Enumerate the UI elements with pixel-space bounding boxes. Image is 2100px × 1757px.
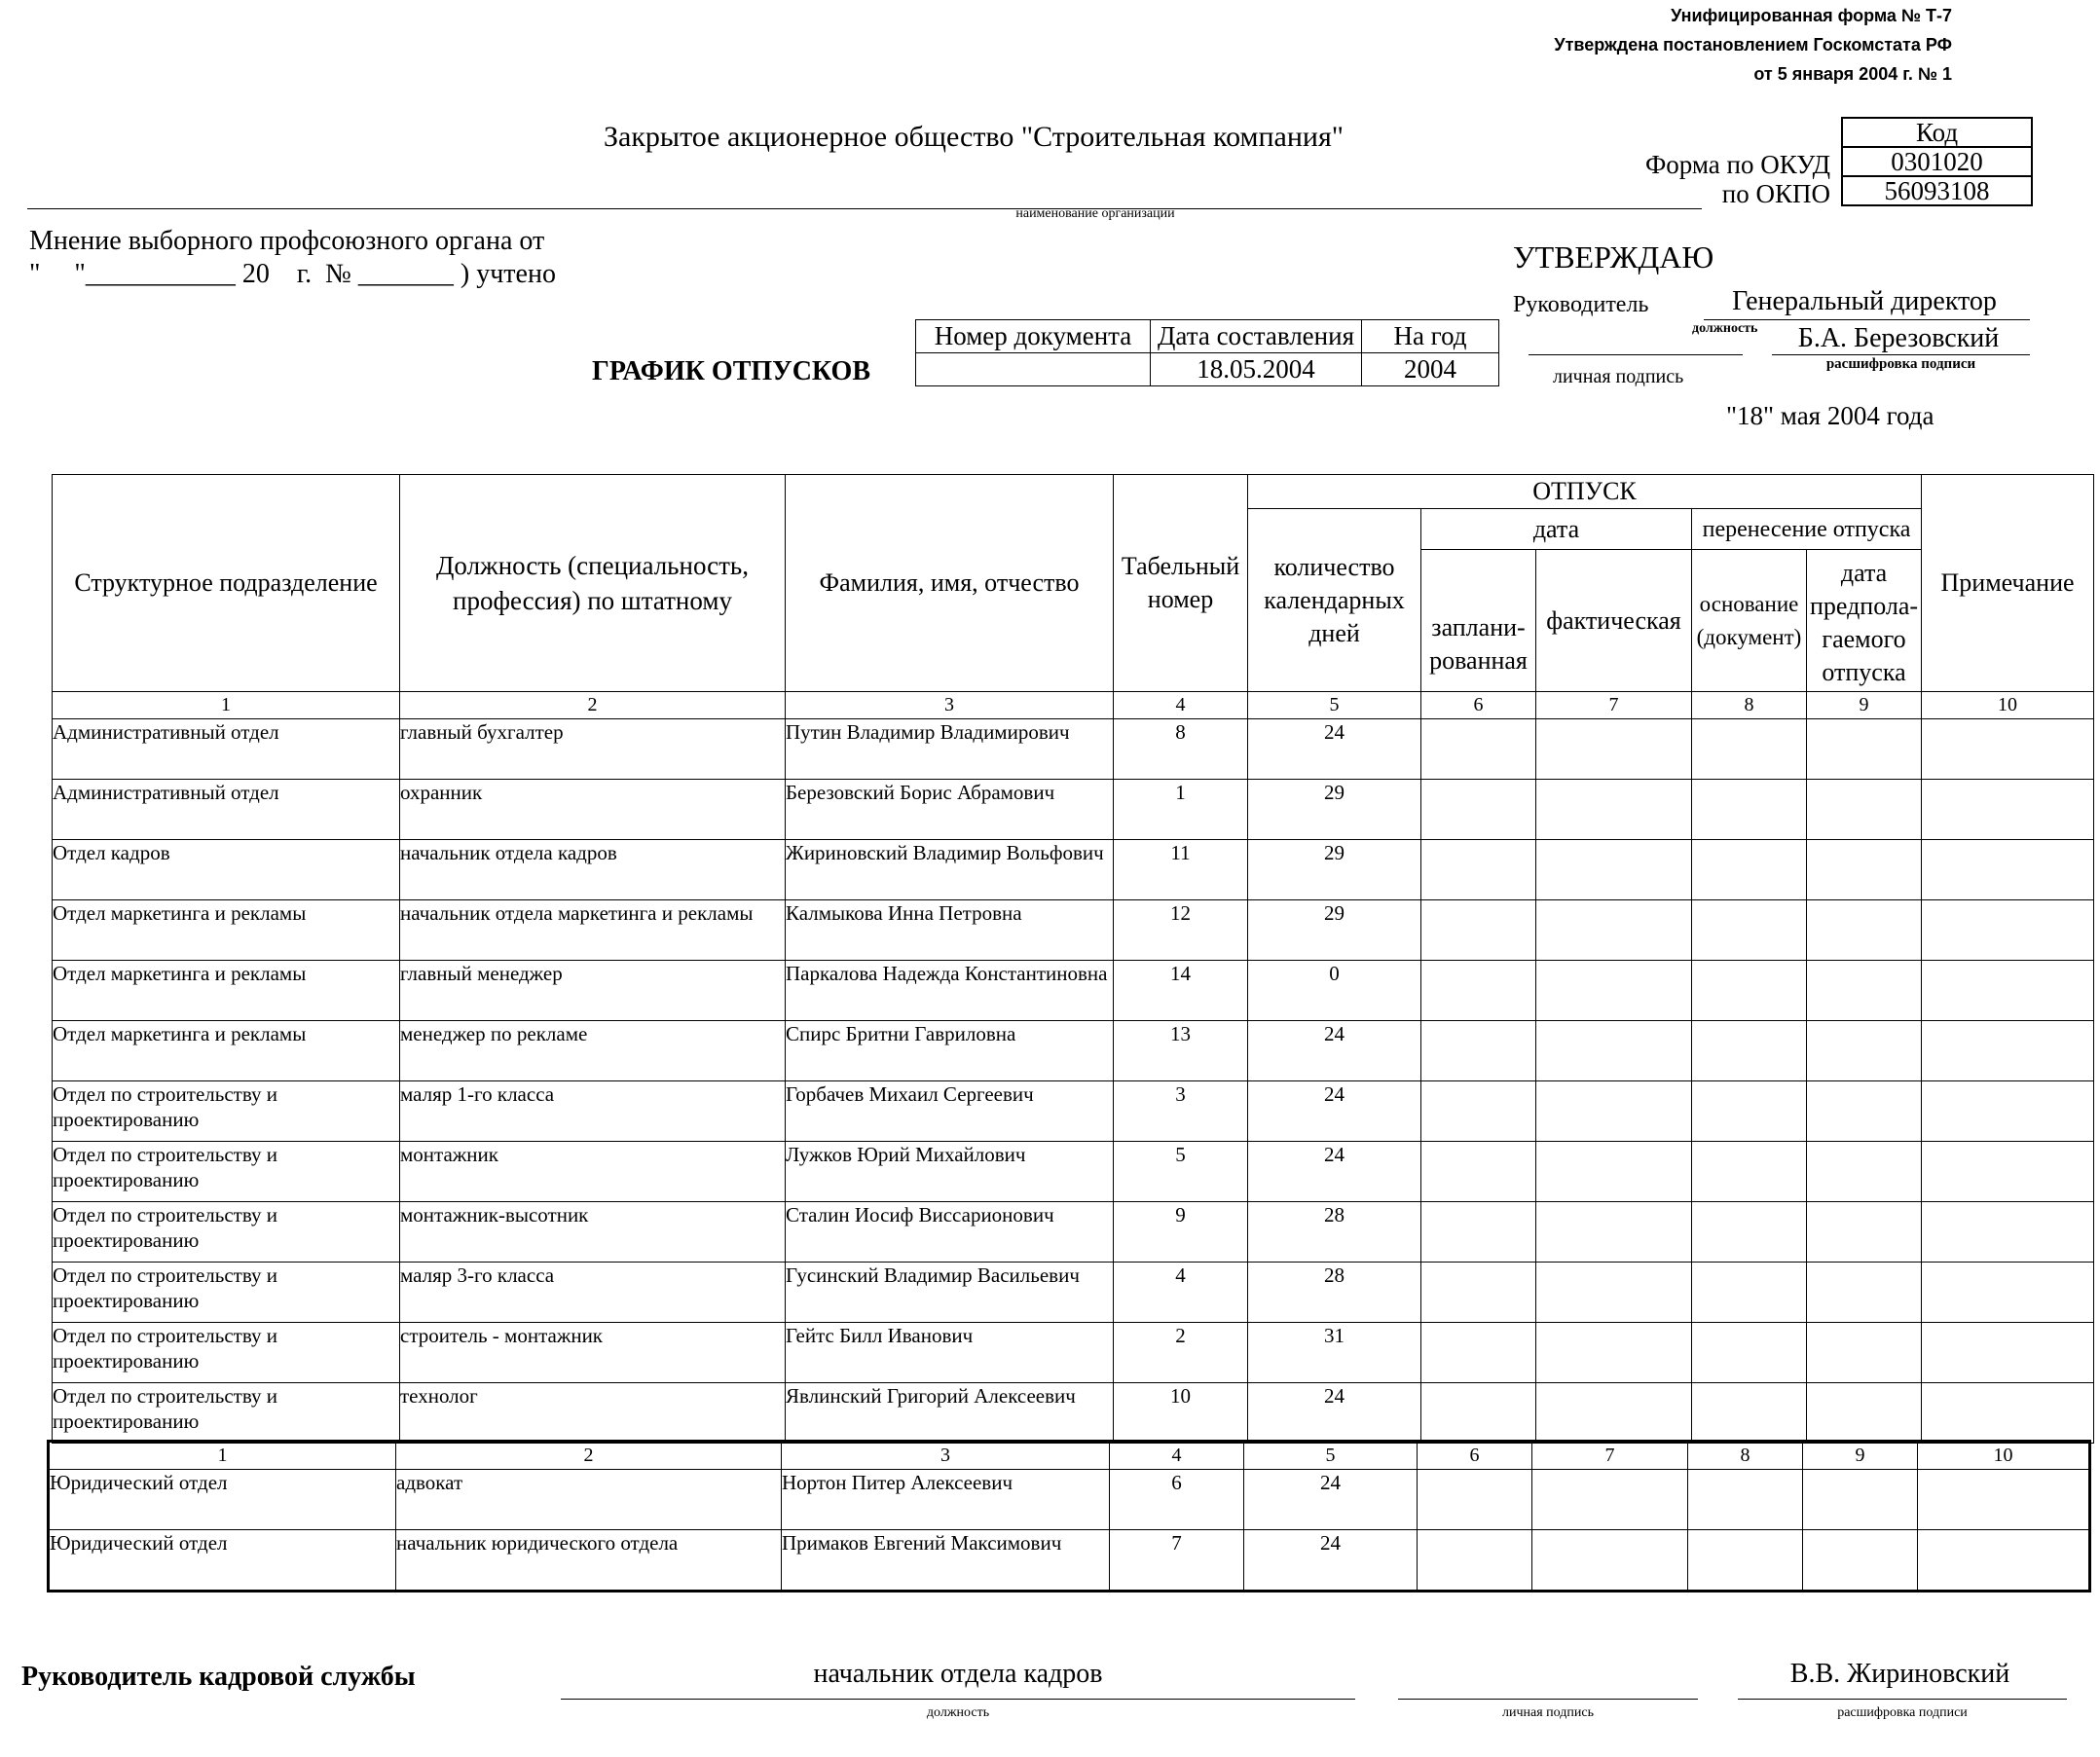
- cell-empty-col-10: [1922, 1263, 2094, 1323]
- column-number-5: 5: [1248, 692, 1421, 719]
- cell-empty-col-9: [1807, 780, 1922, 840]
- table-row: [53, 1142, 2094, 1202]
- cell-tab-no: 10: [1114, 1383, 1248, 1444]
- column-number-6: 6: [1418, 1442, 1532, 1470]
- cell-empty-col-6: [1421, 1323, 1536, 1383]
- cell-fio: Сталин Иосиф Виссарионович: [786, 1202, 1114, 1263]
- cell-fio: Калмыкова Инна Петровна: [786, 900, 1114, 961]
- cell-empty-col-6: [1421, 961, 1536, 1021]
- cell-empty-col-6: [1418, 1530, 1532, 1592]
- vacation-schedule-table: [52, 474, 2094, 1444]
- header-days: количество календарных дней: [1248, 509, 1421, 692]
- approval-position: Генеральный директор: [1732, 286, 1997, 316]
- cell-empty-col-7: [1532, 1530, 1688, 1592]
- header-actual: фактическая: [1536, 550, 1692, 692]
- code-box: [1841, 117, 2033, 206]
- table-row: [53, 780, 2094, 840]
- cell-empty-col-7: [1536, 1263, 1692, 1323]
- cell-fio: Путин Владимир Владимирович: [786, 719, 1114, 780]
- cell-empty-col-8: [1688, 1530, 1803, 1592]
- cell-tab-no: 2: [1114, 1323, 1248, 1383]
- cell-empty-col-10: [1922, 840, 2094, 900]
- cell-fio: Гусинский Владимир Васильевич: [786, 1263, 1114, 1323]
- cell-empty-col-6: [1421, 840, 1536, 900]
- cell-tab-no: 7: [1110, 1530, 1244, 1592]
- column-number-4: 4: [1114, 692, 1248, 719]
- okud-label: Форма по ОКУД: [1644, 150, 1830, 179]
- cell-empty-col-6: [1421, 1142, 1536, 1202]
- cell-empty-col-8: [1692, 780, 1807, 840]
- header-date: дата: [1421, 509, 1692, 550]
- cell-days: 24: [1248, 1021, 1421, 1081]
- footer-position-caption: должность: [926, 1705, 990, 1720]
- cell-days: 0: [1248, 961, 1421, 1021]
- cell-fio: Нортон Питер Алексеевич: [782, 1470, 1110, 1530]
- cell-empty-col-10: [1922, 1323, 2094, 1383]
- cell-empty-col-7: [1536, 900, 1692, 961]
- column-number-4: 4: [1110, 1442, 1244, 1470]
- cell-empty-col-8: [1692, 719, 1807, 780]
- doc-year-value: 2004: [1362, 353, 1499, 386]
- header-tab-no: Табельный номер: [1114, 475, 1248, 692]
- document-title: ГРАФИК ОТПУСКОВ: [592, 356, 870, 386]
- okpo-value: 56093108: [1842, 176, 2032, 205]
- organization-caption: наименование организации: [1015, 206, 1175, 221]
- union-opinion-line2: " "___________ 20 г. № _______ ) учтено: [29, 259, 556, 289]
- column-number-2: 2: [400, 692, 786, 719]
- cell-position: строитель - монтажник: [400, 1323, 786, 1383]
- cell-days: 24: [1244, 1530, 1418, 1592]
- cell-position: технолог: [400, 1383, 786, 1444]
- cell-empty-col-6: [1418, 1470, 1532, 1530]
- cell-fio: Примаков Евгений Максимович: [782, 1530, 1110, 1592]
- cell-days: 24: [1248, 1142, 1421, 1202]
- cell-empty-col-9: [1807, 719, 1922, 780]
- union-opinion-line1: Мнение выборного профсоюзного органа от: [29, 226, 545, 256]
- column-number-7: 7: [1532, 1442, 1688, 1470]
- cell-empty-col-6: [1421, 1081, 1536, 1142]
- cell-empty-col-10: [1918, 1530, 2090, 1592]
- cell-empty-col-6: [1421, 780, 1536, 840]
- cell-dept: Отдел по строительству и проектированию: [53, 1202, 400, 1263]
- document-info-table: [915, 319, 1499, 386]
- cell-dept: Отдел маркетинга и рекламы: [53, 900, 400, 961]
- cell-days: 28: [1248, 1202, 1421, 1263]
- cell-dept: Отдел кадров: [53, 840, 400, 900]
- cell-position: менеджер по рекламе: [400, 1021, 786, 1081]
- approval-position-underline: [1704, 319, 2030, 320]
- cell-days: 24: [1248, 1383, 1421, 1444]
- cell-empty-col-7: [1536, 1383, 1692, 1444]
- footer-position-underline: [561, 1699, 1355, 1700]
- approval-signature-caption: личная подпись: [1553, 366, 1684, 387]
- table-row: [53, 961, 2094, 1021]
- header-basis: основание (документ): [1692, 550, 1807, 692]
- cell-dept: Административный отдел: [53, 719, 400, 780]
- approval-name: Б.А. Березовский: [1797, 323, 2000, 353]
- cell-tab-no: 3: [1114, 1081, 1248, 1142]
- cell-position: главный бухгалтер: [400, 719, 786, 780]
- column-number-5: 5: [1244, 1442, 1418, 1470]
- cell-position: маляр 3-го класса: [400, 1263, 786, 1323]
- cell-days: 29: [1248, 900, 1421, 961]
- doc-number-label: Номер документа: [916, 320, 1151, 353]
- table-row: [53, 719, 2094, 780]
- approval-head-label: Руководитель: [1513, 292, 1649, 317]
- cell-position: начальник юридического отдела: [396, 1530, 782, 1592]
- cell-dept: Юридический отдел: [49, 1530, 396, 1592]
- cell-empty-col-8: [1692, 1081, 1807, 1142]
- table-row: [53, 1263, 2094, 1323]
- cell-empty-col-10: [1922, 1142, 2094, 1202]
- column-number-1: 1: [53, 692, 400, 719]
- column-number-6: 6: [1421, 692, 1536, 719]
- cell-days: 24: [1248, 1081, 1421, 1142]
- organization-name: Закрытое акционерное общество "Строительная компания": [604, 121, 1345, 153]
- cell-dept: Отдел по строительству и проектированию: [53, 1383, 400, 1444]
- cell-empty-col-6: [1421, 719, 1536, 780]
- cell-tab-no: 11: [1114, 840, 1248, 900]
- cell-empty-col-9: [1807, 961, 1922, 1021]
- header-note: Примечание: [1922, 475, 2094, 692]
- cell-empty-col-8: [1692, 1142, 1807, 1202]
- cell-days: 29: [1248, 840, 1421, 900]
- table-row: [49, 1470, 2090, 1530]
- cell-position: охранник: [400, 780, 786, 840]
- cell-days: 24: [1248, 719, 1421, 780]
- cell-empty-col-9: [1807, 1142, 1922, 1202]
- vacation-schedule-continuation-table: [47, 1440, 2091, 1592]
- header-fio: Фамилия, имя, отчество: [786, 475, 1114, 692]
- table-row: [53, 1021, 2094, 1081]
- header-vacation: ОТПУСК: [1248, 475, 1922, 509]
- cell-tab-no: 5: [1114, 1142, 1248, 1202]
- cell-days: 28: [1248, 1263, 1421, 1323]
- cell-empty-col-10: [1918, 1470, 2090, 1530]
- cell-position: маляр 1-го класса: [400, 1081, 786, 1142]
- form-date-line: от 5 января 2004 г. № 1: [1753, 64, 1952, 84]
- cell-fio: Паркалова Надежда Константиновна: [786, 961, 1114, 1021]
- cell-position: главный менеджер: [400, 961, 786, 1021]
- doc-date-value: 18.05.2004: [1151, 353, 1362, 386]
- cell-empty-col-8: [1692, 900, 1807, 961]
- code-header: Код: [1842, 118, 2032, 147]
- header-dept: Структурное подразделение: [53, 475, 400, 692]
- cell-dept: Административный отдел: [53, 780, 400, 840]
- cell-fio: Спирс Бритни Гавриловна: [786, 1021, 1114, 1081]
- approval-name-caption: расшифровка подписи: [1825, 356, 1976, 372]
- table-row: [53, 1323, 2094, 1383]
- cell-empty-col-8: [1692, 1323, 1807, 1383]
- footer-name-underline: [1738, 1699, 2067, 1700]
- cell-empty-col-10: [1922, 961, 2094, 1021]
- footer-position: начальник отдела кадров: [813, 1659, 1103, 1689]
- cell-empty-col-8: [1692, 1202, 1807, 1263]
- cell-empty-col-10: [1922, 780, 2094, 840]
- column-number-7: 7: [1536, 692, 1692, 719]
- cell-tab-no: 4: [1114, 1263, 1248, 1323]
- table-row: [53, 1081, 2094, 1142]
- footer-signature-caption: личная подпись: [1502, 1705, 1594, 1720]
- cell-empty-col-7: [1536, 961, 1692, 1021]
- table-row: [53, 1202, 2094, 1263]
- cell-position: монтажник-высотник: [400, 1202, 786, 1263]
- organization-underline: [27, 208, 1702, 209]
- cell-empty-col-9: [1807, 840, 1922, 900]
- cell-tab-no: 9: [1114, 1202, 1248, 1263]
- cell-fio: Горбачев Михаил Сергеевич: [786, 1081, 1114, 1142]
- cell-days: 24: [1244, 1470, 1418, 1530]
- cell-empty-col-7: [1536, 719, 1692, 780]
- cell-position: начальник отдела маркетинга и рекламы: [400, 900, 786, 961]
- cell-empty-col-7: [1536, 780, 1692, 840]
- cell-empty-col-8: [1692, 1383, 1807, 1444]
- column-number-8: 8: [1692, 692, 1807, 719]
- cell-empty-col-9: [1803, 1530, 1918, 1592]
- footer-name: В.В. Жириновский: [1789, 1659, 2010, 1689]
- table-row: [53, 840, 2094, 900]
- column-number-1: 1: [49, 1442, 396, 1470]
- cell-empty-col-7: [1536, 1323, 1692, 1383]
- column-number-10: 10: [1918, 1442, 2090, 1470]
- cell-fio: Лужков Юрий Михайлович: [786, 1142, 1114, 1202]
- cell-tab-no: 1: [1114, 780, 1248, 840]
- cell-days: 29: [1248, 780, 1421, 840]
- cell-empty-col-6: [1421, 1263, 1536, 1323]
- okud-value: 0301020: [1842, 147, 2032, 176]
- cell-fio: Гейтс Билл Иванович: [786, 1323, 1114, 1383]
- cell-empty-col-9: [1807, 1263, 1922, 1323]
- cell-empty-col-9: [1807, 900, 1922, 961]
- cell-empty-col-9: [1807, 1323, 1922, 1383]
- cell-tab-no: 13: [1114, 1021, 1248, 1081]
- form-approval-line: Утверждена постановлением Госкомстата РФ: [1554, 35, 1952, 55]
- doc-number-value: [916, 353, 1151, 386]
- header-transfer: перенесение отпуска: [1692, 509, 1922, 550]
- header-expected-date: дата предпола-гаемого отпуска: [1807, 550, 1922, 692]
- footer-label: Руководитель кадровой службы: [21, 1662, 416, 1692]
- cell-dept: Отдел по строительству и проектированию: [53, 1081, 400, 1142]
- cell-empty-col-8: [1692, 1021, 1807, 1081]
- cell-empty-col-10: [1922, 1021, 2094, 1081]
- cell-empty-col-9: [1807, 1081, 1922, 1142]
- cell-empty-col-10: [1922, 1081, 2094, 1142]
- header-planned: заплани-рованная: [1421, 550, 1536, 692]
- column-number-3: 3: [782, 1442, 1110, 1470]
- cell-empty-col-9: [1807, 1383, 1922, 1444]
- table-row: [53, 1383, 2094, 1444]
- column-number-9: 9: [1807, 692, 1922, 719]
- cell-position: адвокат: [396, 1470, 782, 1530]
- cell-empty-col-7: [1536, 1142, 1692, 1202]
- okpo-label: по ОКПО: [1721, 179, 1830, 208]
- approval-position-caption: должность: [1692, 321, 1758, 336]
- column-number-9: 9: [1803, 1442, 1918, 1470]
- doc-year-label: На год: [1362, 320, 1499, 353]
- cell-position: монтажник: [400, 1142, 786, 1202]
- cell-tab-no: 14: [1114, 961, 1248, 1021]
- cell-empty-col-9: [1807, 1021, 1922, 1081]
- cell-dept: Отдел по строительству и проектированию: [53, 1323, 400, 1383]
- form-type-line: Унифицированная форма № Т-7: [1671, 6, 1952, 25]
- cell-empty-col-7: [1536, 1021, 1692, 1081]
- cell-dept: Отдел по строительству и проектированию: [53, 1263, 400, 1323]
- cell-empty-col-7: [1532, 1470, 1688, 1530]
- cell-tab-no: 12: [1114, 900, 1248, 961]
- cell-days: 31: [1248, 1323, 1421, 1383]
- approval-name-underline: [1772, 354, 2030, 355]
- table-row: [49, 1530, 2090, 1592]
- approval-date: "18" мая 2004 года: [1726, 401, 1934, 430]
- cell-tab-no: 8: [1114, 719, 1248, 780]
- table-row: [53, 900, 2094, 961]
- cell-fio: Явлинский Григорий Алексеевич: [786, 1383, 1114, 1444]
- cell-empty-col-8: [1688, 1470, 1803, 1530]
- cell-empty-col-10: [1922, 1202, 2094, 1263]
- cell-dept: Юридический отдел: [49, 1470, 396, 1530]
- cell-empty-col-6: [1421, 1202, 1536, 1263]
- cell-fio: Жириновский Владимир Вольфович: [786, 840, 1114, 900]
- cell-empty-col-7: [1536, 1081, 1692, 1142]
- cell-empty-col-6: [1421, 1021, 1536, 1081]
- cell-empty-col-9: [1807, 1202, 1922, 1263]
- cell-dept: Отдел маркетинга и рекламы: [53, 1021, 400, 1081]
- cell-fio: Березовский Борис Абрамович: [786, 780, 1114, 840]
- cell-empty-col-8: [1692, 1263, 1807, 1323]
- column-number-8: 8: [1688, 1442, 1803, 1470]
- approval-signature-line: [1529, 354, 1743, 355]
- cell-empty-col-10: [1922, 1383, 2094, 1444]
- cell-empty-col-7: [1536, 840, 1692, 900]
- cell-empty-col-8: [1692, 961, 1807, 1021]
- cell-position: начальник отдела кадров: [400, 840, 786, 900]
- cell-dept: Отдел по строительству и проектированию: [53, 1142, 400, 1202]
- cell-empty-col-10: [1922, 719, 2094, 780]
- column-number-10: 10: [1922, 692, 2094, 719]
- footer-name-caption: расшифровка подписи: [1837, 1705, 1968, 1720]
- column-number-2: 2: [396, 1442, 782, 1470]
- approval-title: УТВЕРЖДАЮ: [1513, 239, 1714, 275]
- doc-date-label: Дата составления: [1151, 320, 1362, 353]
- cell-empty-col-6: [1421, 900, 1536, 961]
- column-number-3: 3: [786, 692, 1114, 719]
- cell-dept: Отдел маркетинга и рекламы: [53, 961, 400, 1021]
- cell-empty-col-10: [1922, 900, 2094, 961]
- cell-empty-col-6: [1421, 1383, 1536, 1444]
- cell-empty-col-7: [1536, 1202, 1692, 1263]
- footer-signature-line: [1398, 1699, 1698, 1700]
- cell-empty-col-8: [1692, 840, 1807, 900]
- cell-empty-col-9: [1803, 1470, 1918, 1530]
- header-position: Должность (специальность, профессия) по штатному: [400, 475, 786, 692]
- cell-tab-no: 6: [1110, 1470, 1244, 1530]
